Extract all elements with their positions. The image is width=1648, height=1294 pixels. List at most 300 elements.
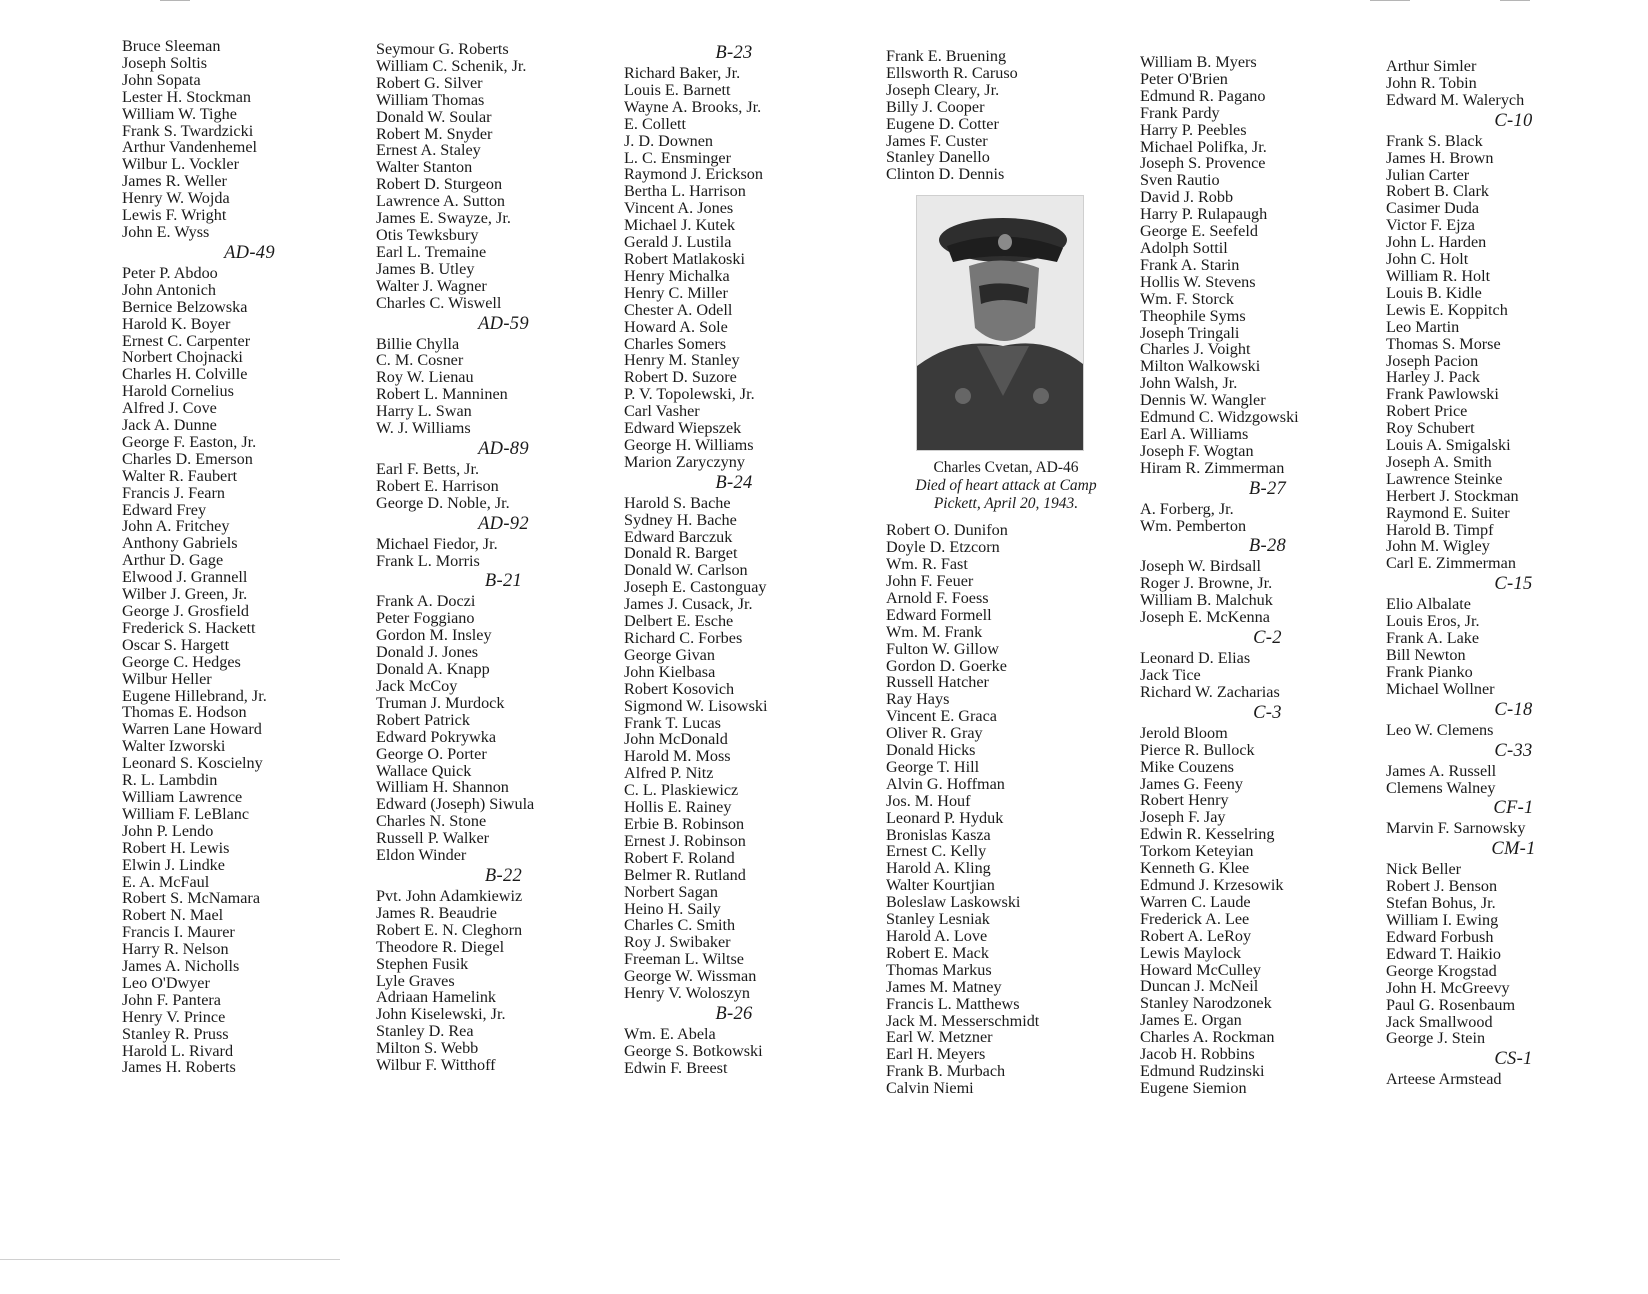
name-entry: Fulton W. Gillow xyxy=(886,639,999,658)
name-entry: William Lawrence xyxy=(122,787,243,806)
name-entry: Arthur Vandenhemel xyxy=(122,138,258,157)
name-entry: Joseph Tringali xyxy=(1140,323,1240,342)
name-entry: Walter Izworski xyxy=(122,737,226,756)
name-entry: Michael Wollner xyxy=(1386,679,1495,698)
name-entry: Frank A. Lake xyxy=(1386,629,1480,648)
name-entry: Charles H. Colville xyxy=(122,365,248,384)
name-entry: Norbert Sagan xyxy=(624,882,718,901)
name-entry: Jack A. Dunne xyxy=(122,416,217,435)
name-entry: Jerold Bloom xyxy=(1140,723,1228,742)
name-entry: Harry R. Nelson xyxy=(122,940,229,959)
name-entry: Hollis E. Rainey xyxy=(624,798,732,817)
name-entry: William B. Malchuk xyxy=(1140,591,1273,610)
name-entry: Herbert J. Stockman xyxy=(1386,486,1519,505)
name-entry: Robert N. Mael xyxy=(122,906,224,925)
column-1 xyxy=(122,38,377,1076)
name-entry: James R. Weller xyxy=(122,172,227,191)
name-entry: John R. Tobin xyxy=(1386,73,1477,92)
name-entry: Lester H. Stockman xyxy=(122,87,252,106)
name-entry: Julian Carter xyxy=(1386,165,1470,184)
name-entry: Wayne A. Brooks, Jr. xyxy=(624,97,762,116)
name-entry: Nick Beller xyxy=(1386,860,1462,879)
section-heading: B-21 xyxy=(484,571,523,592)
name-entry: Louis A. Smigalski xyxy=(1386,436,1511,455)
name-entry: Frank A. Doczi xyxy=(376,592,476,611)
name-entry: Michael Fiedor, Jr. xyxy=(376,534,498,553)
name-entry: William I. Ewing xyxy=(1386,911,1499,930)
name-entry: George T. Hill xyxy=(886,757,980,776)
column-5 xyxy=(1140,54,1395,1097)
section-heading: C-33 xyxy=(1494,740,1533,761)
name-entry: Leonard S. Koscielny xyxy=(122,754,263,773)
name-entry: Joseph A. Smith xyxy=(1386,452,1492,471)
name-entry: Donald A. Knapp xyxy=(376,660,490,679)
section-heading: B-26 xyxy=(715,1003,753,1024)
name-entry: Leonard P. Hyduk xyxy=(886,808,1004,827)
name-entry: Wilbur F. Witthoff xyxy=(376,1056,496,1075)
name-entry: Theophile Syms xyxy=(1140,306,1246,325)
name-entry: Russell P. Walker xyxy=(376,829,490,848)
name-entry: George Krogstad xyxy=(1386,961,1497,980)
name-entry: John C. Holt xyxy=(1386,250,1469,269)
name-entry: Jack McCoy xyxy=(376,677,458,695)
name-entry: Frank S. Black xyxy=(1386,131,1483,150)
name-entry: Ernest C. Kelly xyxy=(886,842,987,861)
name-entry: A. Forberg, Jr. xyxy=(1140,499,1234,518)
name-entry: John E. Wyss xyxy=(122,222,210,241)
name-entry: Ernest A. Staley xyxy=(376,141,481,160)
name-entry: Frank S. Twardzicki xyxy=(122,121,254,140)
name-entry: Milton S. Webb xyxy=(376,1039,479,1058)
name-entry: Anthony Gabriels xyxy=(122,534,238,553)
name-entry: George C. Hedges xyxy=(122,652,241,671)
name-entry: Lawrence A. Sutton xyxy=(376,192,506,211)
name-entry: Ernest J. Robinson xyxy=(624,831,746,850)
name-entry: James A. Russell xyxy=(1386,761,1497,780)
name-entry: Bernice Belzowska xyxy=(122,297,248,316)
name-entry: Walter J. Wagner xyxy=(376,276,487,295)
name-entry: Bruce Sleeman xyxy=(122,37,221,55)
section-heading: B-28 xyxy=(1248,536,1287,557)
section-heading: B-22 xyxy=(484,865,523,886)
name-entry: Michael Polifka, Jr. xyxy=(1140,137,1267,156)
name-entry: Edward Pokrywka xyxy=(376,727,497,746)
name-entry: Leo Martin xyxy=(1386,317,1460,336)
name-entry: William F. LeBlanc xyxy=(122,804,250,823)
name-entry: James H. Roberts xyxy=(122,1058,236,1077)
name-entry: Joseph E. McKenna xyxy=(1140,608,1270,627)
name-entry: Robert S. McNamara xyxy=(122,889,261,908)
name-entry: Casimer Duda xyxy=(1386,199,1480,218)
name-entry: Edmund C. Widzgowski xyxy=(1140,408,1299,427)
name-entry: Erbie B. Robinson xyxy=(624,814,745,833)
name-entry: Edmund R. Pagano xyxy=(1140,86,1266,105)
name-entry: Adriaan Hamelink xyxy=(376,988,497,1007)
name-entry: Charles C. Smith xyxy=(624,916,736,935)
name-entry: Alvin G. Hoffman xyxy=(886,774,1005,793)
section-heading: AD-59 xyxy=(478,313,529,334)
name-entry: Harry P. Rulapaugh xyxy=(1140,205,1268,224)
name-entry: Frederick S. Hackett xyxy=(122,618,256,637)
column-3 xyxy=(624,41,844,1077)
name-entry: Robert Matlakoski xyxy=(624,249,745,268)
name-entry: C. L. Plaskiewicz xyxy=(624,781,739,800)
name-entry: Mike Couzens xyxy=(1140,757,1234,776)
name-entry: Robert Kosovich xyxy=(624,679,735,698)
name-entry: Jacob H. Robbins xyxy=(1140,1045,1255,1064)
name-entry: Edward T. Haikio xyxy=(1386,944,1501,963)
name-entry: Frank Pianko xyxy=(1386,662,1473,681)
name-entry: Louis E. Barnett xyxy=(624,80,731,99)
name-entry: John M. Wigley xyxy=(1386,537,1490,556)
name-entry: Norbert Chojnacki xyxy=(122,348,243,367)
name-entry: George Givan xyxy=(624,645,715,664)
name-entry: E. A. McFaul xyxy=(122,872,210,891)
name-entry: Hollis W. Stevens xyxy=(1140,272,1256,291)
name-entry: Adolph Sottil xyxy=(1140,238,1228,257)
name-entry: Leonard D. Elias xyxy=(1140,649,1251,668)
name-entry: Francis I. Maurer xyxy=(122,923,235,942)
name-entry: Peter P. Abdoo xyxy=(122,263,218,282)
name-entry: Joseph E. Castonguay xyxy=(624,578,767,597)
name-entry: Henry V. Woloszyn xyxy=(624,984,750,1003)
name-entry: Truman J. Murdock xyxy=(376,693,505,712)
soldier-portrait-photo xyxy=(916,195,1084,451)
name-entry: Richard C. Forbes xyxy=(624,629,743,647)
name-entry: Wilbur L. Vockler xyxy=(122,155,239,174)
section-after-photo xyxy=(886,522,1156,1097)
section-heading: C-2 xyxy=(1253,628,1282,649)
name-entry: Harold S. Bache xyxy=(624,493,731,512)
name-entry: Stefan Bohus, Jr. xyxy=(1386,894,1496,913)
name-entry: John Kiselewski, Jr. xyxy=(376,1005,506,1024)
name-entry: Joseph S. Provence xyxy=(1140,154,1266,173)
section-heading: C-3 xyxy=(1253,702,1282,723)
section-heading: CF-1 xyxy=(1493,798,1534,819)
name-entry: Milton Walkowski xyxy=(1140,357,1261,376)
name-entry: Edward M. Walerych xyxy=(1386,90,1525,109)
name-entry: Harold L. Rivard xyxy=(122,1041,234,1060)
name-entry: Frank B. Murbach xyxy=(886,1062,1006,1081)
name-entry: Harry L. Swan xyxy=(376,402,472,421)
name-entry: Peter O'Brien xyxy=(1140,69,1228,88)
name-entry: Stanley Narodzonek xyxy=(1140,994,1272,1013)
name-entry: James R. Beaudrie xyxy=(376,903,497,922)
name-entry: Wm. E. Abela xyxy=(624,1024,716,1043)
name-entry: Warren Lane Howard xyxy=(122,720,262,739)
name-entry: John H. McGreevy xyxy=(1386,978,1510,997)
name-entry: Charles A. Rockman xyxy=(1140,1028,1275,1047)
name-entry: George J. Stein xyxy=(1386,1029,1486,1048)
name-entry: Thomas S. Morse xyxy=(1386,334,1501,353)
name-entry: Pvt. John Adamkiewiz xyxy=(376,886,523,905)
name-entry: J. D. Downen xyxy=(624,131,714,150)
name-entry: Walter R. Faubert xyxy=(122,466,238,485)
name-entry: Joseph F. Jay xyxy=(1140,808,1226,827)
section-heading: C-10 xyxy=(1494,110,1533,131)
name-entry: Lewis E. Koppitch xyxy=(1386,300,1508,319)
name-entry: Howard A. Sole xyxy=(624,317,728,336)
name-entry: William W. Tighe xyxy=(122,104,237,123)
name-entry: Roy W. Lienau xyxy=(376,368,474,387)
name-entry: Delbert E. Esche xyxy=(624,612,734,631)
name-entry: Bertha L. Harrison xyxy=(624,182,746,201)
name-entry: David J. Robb xyxy=(1140,188,1234,207)
name-entry: Clemens Walney xyxy=(1386,778,1496,797)
name-entry: Boleslaw Laskowski xyxy=(886,893,1021,912)
name-entry: Edward Frey xyxy=(122,500,207,519)
name-entry: Robert B. Clark xyxy=(1386,182,1489,201)
name-entry: Stanley D. Rea xyxy=(376,1022,474,1041)
name-entry: Frederick A. Lee xyxy=(1140,909,1250,928)
name-entry: Eugene Siemion xyxy=(1140,1078,1247,1097)
column-2 xyxy=(376,41,631,1074)
name-entry: William C. Schenik, Jr. xyxy=(376,56,527,75)
name-entry: Harold A. Kling xyxy=(886,859,991,878)
name-entry: Joseph W. Birdsall xyxy=(1140,557,1261,576)
name-entry: Wilber J. Green, Jr. xyxy=(122,585,248,604)
name-entry: Gordon M. Insley xyxy=(376,626,492,645)
name-entry: Theodore R. Diegel xyxy=(376,937,505,956)
section-heading: AD-92 xyxy=(478,513,529,534)
name-entry: Wm. R. Fast xyxy=(886,555,968,574)
name-entry: James F. Custer xyxy=(886,131,988,150)
name-entry: James H. Brown xyxy=(1386,148,1494,167)
name-entry: Otis Tewksbury xyxy=(376,225,479,244)
name-entry: Sigmond W. Lisowski xyxy=(624,696,768,715)
name-entry: Wilbur Heller xyxy=(122,669,212,688)
name-entry: Frank T. Lucas xyxy=(624,713,721,732)
name-entry: Clinton D. Dennis xyxy=(886,165,1005,184)
name-entry: John Antonich xyxy=(122,280,216,299)
section-heading: B-23 xyxy=(715,43,753,63)
name-entry: Edmund J. Krzesowik xyxy=(1140,875,1284,894)
name-entry: Elio Albalate xyxy=(1386,595,1471,614)
name-entry: Walter Stanton xyxy=(376,158,473,177)
name-entry: Seymour G. Roberts xyxy=(376,40,509,58)
name-entry: R. L. Lambdin xyxy=(122,771,218,790)
name-entry: James G. Feeny xyxy=(1140,774,1243,793)
name-entry: L. C. Ensminger xyxy=(624,148,732,167)
name-entry: Harold B. Timpf xyxy=(1386,520,1494,539)
name-entry: Sydney H. Bache xyxy=(624,510,737,529)
name-entry: Ellsworth R. Caruso xyxy=(886,63,1018,82)
name-entry: Robert G. Silver xyxy=(376,73,483,92)
name-entry: Bronislas Kasza xyxy=(886,825,991,844)
name-entry: Charles D. Emerson xyxy=(122,449,253,468)
name-entry: John P. Lendo xyxy=(122,821,214,840)
name-entry: Robert D. Sturgeon xyxy=(376,175,503,194)
name-entry: Dennis W. Wangler xyxy=(1140,391,1266,410)
name-entry: Freeman L. Wiltse xyxy=(624,950,744,969)
name-entry: Roy J. Swibaker xyxy=(624,933,731,952)
name-entry: P. V. Topolewski, Jr. xyxy=(624,385,755,404)
name-entry: Arnold F. Foess xyxy=(886,588,989,607)
name-entry: Henry V. Prince xyxy=(122,1007,226,1026)
name-entry: Edwin R. Kesselring xyxy=(1140,825,1275,844)
name-entry: Marion Zaryczyny xyxy=(624,452,745,471)
name-entry: Robert A. LeRoy xyxy=(1140,926,1252,945)
name-entry: Louis Eros, Jr. xyxy=(1386,612,1480,631)
name-entry: Eugene Hillebrand, Jr. xyxy=(122,686,267,705)
name-entry: Russell Hatcher xyxy=(886,673,989,692)
name-entry: Joseph Cleary, Jr. xyxy=(886,80,1000,99)
name-entry: Wallace Quick xyxy=(376,761,472,780)
name-entry: Robert E. Mack xyxy=(886,943,989,962)
name-entry: William Thomas xyxy=(376,90,485,109)
name-entry: Lewis Maylock xyxy=(1140,943,1242,962)
name-entry: Carl E. Zimmerman xyxy=(1386,554,1516,573)
name-entry: William H. Shannon xyxy=(376,778,509,797)
name-entry: Robert F. Roland xyxy=(624,848,735,867)
name-entry: Kenneth G. Klee xyxy=(1140,859,1250,878)
name-entry: George S. Botkowski xyxy=(624,1041,763,1060)
name-entry: Oliver R. Gray xyxy=(886,724,983,743)
name-entry: Duncan J. McNeil xyxy=(1140,977,1259,996)
name-entry: Elwin J. Lindke xyxy=(122,855,225,874)
name-entry: Hiram R. Zimmerman xyxy=(1140,458,1285,477)
name-entry: Charles N. Stone xyxy=(376,812,487,831)
name-entry: Sven Rautio xyxy=(1140,171,1220,190)
name-entry: John A. Fritchey xyxy=(122,517,230,536)
name-entry: Peter Foggiano xyxy=(376,609,475,628)
name-entry: Robert M. Snyder xyxy=(376,124,493,143)
name-entry: Robert Price xyxy=(1386,402,1468,421)
caption-note-line-2: Pickett, April 20, 1943. xyxy=(933,495,1079,513)
name-entry: Jos. M. Houf xyxy=(886,791,971,810)
name-entry: Leo O'Dwyer xyxy=(122,973,210,992)
name-entry: Raymond J. Erickson xyxy=(624,165,763,184)
name-entry: Edward (Joseph) Siwula xyxy=(376,795,535,814)
name-entry: Thomas E. Hodson xyxy=(122,703,247,722)
name-entry: Donald W. Soular xyxy=(376,107,492,126)
name-entry: James E. Swayze, Jr. xyxy=(376,209,511,228)
name-entry: Harold K. Boyer xyxy=(122,314,231,333)
name-entry: Henry M. Stanley xyxy=(624,351,740,370)
name-entry: George F. Easton, Jr. xyxy=(122,432,257,451)
name-entry: Billy J. Cooper xyxy=(886,97,985,116)
name-entry: John McDonald xyxy=(624,730,728,749)
name-entry: Paul G. Rosenbaum xyxy=(1386,995,1516,1014)
name-entry: Ray Hays xyxy=(886,690,950,709)
name-entry: Doyle D. Etzcorn xyxy=(886,538,1000,557)
name-entry: Lewis F. Wright xyxy=(122,206,227,225)
section-heading: AD-49 xyxy=(224,242,275,263)
column-4 xyxy=(886,48,1156,1097)
name-entry: Michael J. Kutek xyxy=(624,216,736,235)
name-entry: John Kielbasa xyxy=(624,662,716,681)
name-entry: Howard McCulley xyxy=(1140,960,1261,979)
name-entry: Robert Patrick xyxy=(376,710,470,729)
name-entry: Stephen Fusik xyxy=(376,954,469,973)
name-entry: John F. Pantera xyxy=(122,990,221,1009)
name-entry: Joseph Pacion xyxy=(1386,351,1479,370)
name-entry: Calvin Niemi xyxy=(886,1079,974,1098)
name-entry: Frank A. Starin xyxy=(1140,255,1240,274)
name-entry: William R. Holt xyxy=(1386,266,1491,285)
name-entry: Earl W. Metzner xyxy=(886,1028,993,1047)
name-entry: Arthur D. Gage xyxy=(122,551,224,570)
name-entry: Jack M. Messerschmidt xyxy=(886,1011,1040,1030)
name-entry: William B. Myers xyxy=(1140,53,1257,71)
name-entry: Roy Schubert xyxy=(1386,419,1475,438)
name-entry: Joseph F. Wogtan xyxy=(1140,441,1254,460)
name-entry: Henry C. Miller xyxy=(624,283,728,302)
name-entry: Eldon Winder xyxy=(376,846,467,865)
name-entry: Harry P. Peebles xyxy=(1140,120,1247,139)
name-entry: Jack Tice xyxy=(1140,666,1201,684)
name-entry: George E. Seefeld xyxy=(1140,222,1258,241)
name-entry: Wm. F. Storck xyxy=(1140,289,1235,308)
caption-note-line-1: Died of heart attack at Camp xyxy=(915,477,1097,495)
name-entry: Frank E. Bruening xyxy=(886,47,1007,65)
name-entry: Earl H. Meyers xyxy=(886,1045,986,1064)
name-entry: Stanley Danello xyxy=(886,148,990,167)
name-entry: Elwood J. Grannell xyxy=(122,568,248,587)
name-entry: Gordon D. Goerke xyxy=(886,656,1007,675)
caption-name: Charles Cvetan, AD-46 xyxy=(933,459,1079,477)
name-entry: Louis B. Kidle xyxy=(1386,283,1482,302)
name-entry: Carl Vasher xyxy=(624,402,700,421)
name-entry: Victor F. Ejza xyxy=(1386,216,1475,235)
name-entry: Frank L. Morris xyxy=(376,551,480,570)
name-entry: Earl A. Williams xyxy=(1140,424,1249,443)
name-entry: Alfred P. Nitz xyxy=(624,764,714,783)
name-entry: Robert D. Suzore xyxy=(624,368,737,387)
section-heading: CM-1 xyxy=(1491,839,1536,860)
name-entry: E. Collett xyxy=(624,114,687,133)
name-entry: Robert H. Lewis xyxy=(122,838,230,857)
name-entry: John F. Feuer xyxy=(886,571,974,590)
name-entry: Harold Cornelius xyxy=(122,382,234,401)
section-top xyxy=(886,48,1156,183)
name-entry: Francis J. Fearn xyxy=(122,483,225,502)
name-entry: Edward Wiepszek xyxy=(624,419,742,438)
name-entry: Robert Henry xyxy=(1140,791,1229,810)
name-entry: Donald J. Jones xyxy=(376,643,479,662)
name-entry: Raymond E. Suiter xyxy=(1386,503,1510,522)
name-entry: W. J. Williams xyxy=(376,419,471,438)
name-entry: Vincent E. Graca xyxy=(886,707,997,726)
name-entry: Richard Baker, Jr. xyxy=(624,64,741,82)
name-entry: Frank Pawlowski xyxy=(1386,385,1499,404)
name-entry: C. M. Cosner xyxy=(376,351,464,370)
name-entry: Harold A. Love xyxy=(886,927,988,945)
name-entry: Wm. M. Frank xyxy=(886,622,983,641)
name-entry: James B. Utley xyxy=(376,259,475,278)
name-entry: Richard W. Zacharias xyxy=(1140,682,1280,701)
section-heading: CS-1 xyxy=(1494,1049,1533,1070)
name-entry: Walter Kourtjian xyxy=(886,876,995,895)
name-entry: Arteese Armstead xyxy=(1386,1070,1502,1089)
name-entry: Ernest C. Carpenter xyxy=(122,331,251,350)
name-entry: Billie Chylla xyxy=(376,334,460,353)
name-entry: George D. Noble, Jr. xyxy=(376,493,510,512)
name-entry: Leo W. Clemens xyxy=(1386,720,1494,739)
name-entry: Heino H. Saily xyxy=(624,899,721,918)
name-entry: Gerald J. Lustila xyxy=(624,233,732,252)
section-heading: AD-89 xyxy=(478,438,529,459)
name-entry: Stanley R. Pruss xyxy=(122,1024,229,1043)
name-entry: Donald Hicks xyxy=(886,741,976,760)
name-entry: Henry Michalka xyxy=(624,266,730,285)
photo-caption xyxy=(886,459,1126,513)
name-entry: James J. Cusack, Jr. xyxy=(624,595,753,614)
name-entry: Donald R. Barget xyxy=(624,544,738,563)
name-entry: Edmund Rudzinski xyxy=(1140,1061,1265,1080)
name-entry: Jack Smallwood xyxy=(1386,1012,1493,1031)
name-entry: Charles C. Wiswell xyxy=(376,293,502,312)
